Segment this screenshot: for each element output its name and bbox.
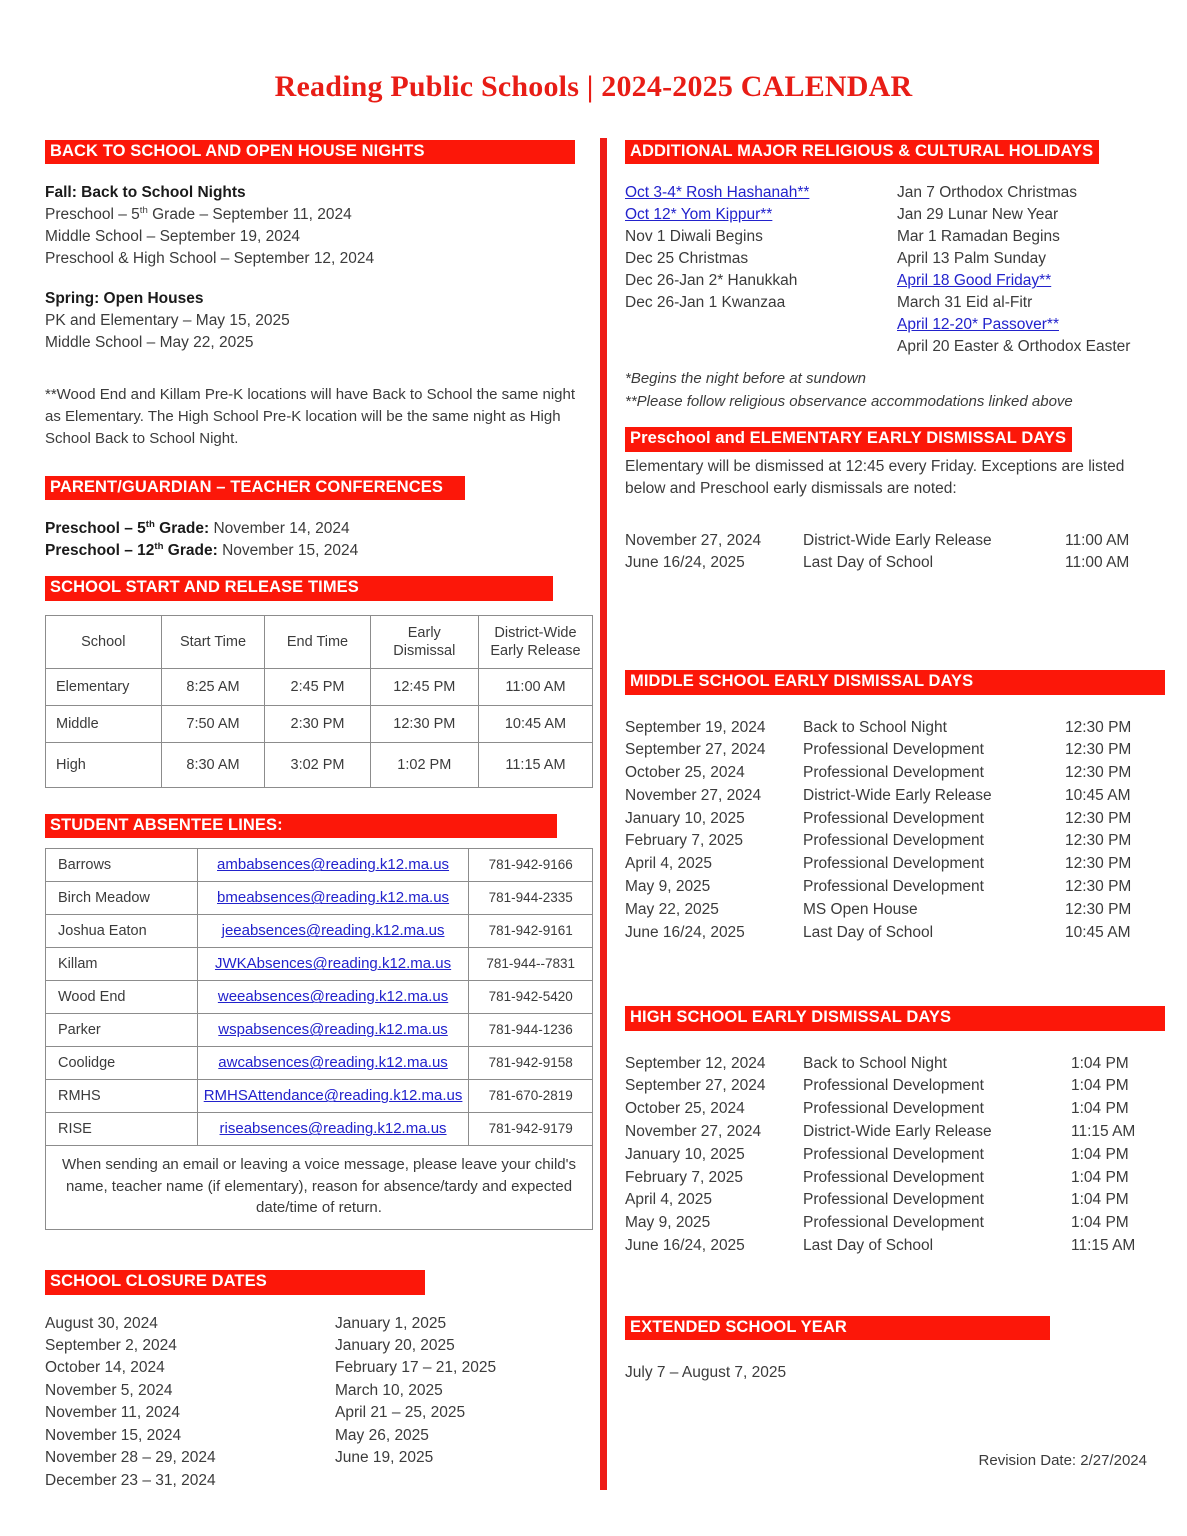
list-item: May 26, 2025 xyxy=(335,1426,429,1444)
dismissal-desc: Professional Development xyxy=(803,1214,984,1232)
cell-release: 11:15 AM xyxy=(478,742,592,787)
list-item xyxy=(625,1144,1165,1167)
dismissal-time: 11:15 AM xyxy=(1071,1122,1136,1140)
dismissal-time: 1:04 PM xyxy=(1071,1054,1129,1072)
dismissal-desc: District-Wide Early Release xyxy=(803,1122,992,1140)
cell-school: Birch Meadow xyxy=(46,881,198,914)
section-header-elementary-dismissal: Preschool and ELEMENTARY EARLY DISMISSAL DAYS xyxy=(625,427,1072,451)
absentee-email-link[interactable]: bmeabsences@reading.k12.ma.us xyxy=(217,889,450,907)
table-row xyxy=(46,1112,593,1145)
cell-phone: 781-942-9179 xyxy=(469,1112,593,1145)
cell-end: 2:45 PM xyxy=(265,668,370,705)
cell-school: Joshua Eaton xyxy=(46,914,198,947)
cell-school: Middle xyxy=(46,705,162,742)
list-item: Dec 25 Christmas xyxy=(625,250,749,268)
fall-label: Fall: Back to School Nights xyxy=(45,184,246,202)
list-item xyxy=(625,922,1165,945)
absentee-email-link[interactable]: ambabsences@reading.k12.ma.us xyxy=(217,856,450,874)
section-header-extended-year: EXTENDED SCHOOL YEAR xyxy=(625,1316,1050,1340)
cell-phone: 781-942-9158 xyxy=(469,1046,593,1079)
list-item xyxy=(625,876,1165,899)
list-item: September 2, 2024 xyxy=(45,1337,177,1354)
cell-phone: 781-942-9166 xyxy=(469,848,593,881)
list-item xyxy=(625,530,1165,553)
conference-row-2: Preschool – 12th Grade: November 15, 2024 xyxy=(45,541,359,560)
dismissal-date: October 25, 2024 xyxy=(625,1100,745,1118)
list-item: November 11, 2024 xyxy=(45,1404,180,1422)
list-item[interactable] xyxy=(625,182,897,204)
section-header-holidays: ADDITIONAL MAJOR RELIGIOUS & CULTURAL HOLIDAYS xyxy=(625,140,1099,164)
section-header-middle-dismissal: MIDDLE SCHOOL EARLY DISMISSAL DAYS xyxy=(625,670,1165,694)
absentee-email-link[interactable]: riseabsences@reading.k12.ma.us xyxy=(219,1120,447,1138)
cell-school: Parker xyxy=(46,1013,198,1046)
dismissal-desc: Back to School Night xyxy=(803,718,947,736)
list-item: Dec 26-Jan 2* Hanukkah xyxy=(625,272,798,290)
table-row xyxy=(46,742,593,787)
list-item xyxy=(625,899,1165,922)
cell-release: 10:45 AM xyxy=(478,705,592,742)
section-header-high-dismissal: HIGH SCHOOL EARLY DISMISSAL DAYS xyxy=(625,1006,1165,1030)
cell-email[interactable] xyxy=(197,980,469,1013)
cell-end: 2:30 PM xyxy=(265,705,370,742)
th-early-dismissal: Early Dismissal xyxy=(370,615,478,668)
cell-school: RISE xyxy=(46,1112,198,1145)
cell-phone: 781-942-5420 xyxy=(469,980,593,1013)
cell-end: 3:02 PM xyxy=(265,742,370,787)
dismissal-desc: Professional Development xyxy=(803,1145,984,1163)
dismissal-time: 1:04 PM xyxy=(1071,1077,1129,1095)
dismissal-time: 11:00 AM xyxy=(1065,554,1130,572)
cell-email[interactable] xyxy=(197,947,469,980)
start-release-times-table xyxy=(45,615,593,788)
holidays-footnote-1: *Begins the night before at sundown xyxy=(625,370,867,388)
list-item: January 1, 2025 xyxy=(335,1314,447,1332)
cell-email[interactable] xyxy=(197,1112,469,1145)
table-header-row xyxy=(46,615,593,668)
dismissal-date: November 27, 2024 xyxy=(625,531,762,549)
absentee-email-link[interactable]: weeabsences@reading.k12.ma.us xyxy=(217,988,449,1006)
absentee-email-link[interactable]: RMHSAttendance@reading.k12.ma.us xyxy=(203,1087,463,1105)
cell-phone: 781-944--7831 xyxy=(469,947,593,980)
back-to-school-body xyxy=(45,182,593,354)
dismissal-time: 1:04 PM xyxy=(1071,1191,1129,1209)
conferences-body xyxy=(45,518,593,562)
dismissal-date: May 9, 2025 xyxy=(625,1214,711,1232)
table-row xyxy=(46,1145,593,1229)
list-item: November 5, 2024 xyxy=(45,1381,173,1399)
cell-email[interactable] xyxy=(197,881,469,914)
list-item: February 17 – 21, 2025 xyxy=(335,1359,497,1377)
cell-start: 7:50 AM xyxy=(161,705,265,742)
section-header-conferences: PARENT/GUARDIAN – TEACHER CONFERENCES xyxy=(45,476,465,500)
dismissal-time: 1:04 PM xyxy=(1071,1214,1129,1232)
dismissal-date: September 12, 2024 xyxy=(625,1054,766,1072)
holidays-list xyxy=(625,182,1165,358)
list-item: Jan 29 Lunar New Year xyxy=(897,206,1059,224)
cell-school: Killam xyxy=(46,947,198,980)
column-divider xyxy=(600,138,607,1490)
cell-email[interactable] xyxy=(197,1079,469,1112)
dismissal-date: October 25, 2024 xyxy=(625,764,745,782)
section-header-absentee-lines: STUDENT ABSENTEE LINES: xyxy=(45,814,557,838)
section-header-start-release-times: SCHOOL START AND RELEASE TIMES xyxy=(45,576,553,600)
dismissal-date: January 10, 2025 xyxy=(625,809,745,827)
dismissal-time: 12:30 PM xyxy=(1065,877,1132,895)
fall-item-1: Preschool – 5th Grade – September 11, 2024 xyxy=(45,205,352,224)
dismissal-time: 12:30 PM xyxy=(1065,900,1132,918)
list-item xyxy=(625,1075,1165,1098)
table-row xyxy=(46,668,593,705)
dismissal-time: 12:30 PM xyxy=(1065,809,1132,827)
left-column xyxy=(45,140,593,1492)
th-end-time: End Time xyxy=(265,615,370,668)
dismissal-date: April 4, 2025 xyxy=(625,1191,713,1209)
absentee-lines-table xyxy=(45,848,593,1230)
cell-phone: 781-944-1236 xyxy=(469,1013,593,1046)
th-school: School xyxy=(46,615,162,668)
spring-item-2: Middle School – May 22, 2025 xyxy=(45,334,254,352)
cell-start: 8:30 AM xyxy=(161,742,265,787)
list-item: March 10, 2025 xyxy=(335,1381,443,1399)
dismissal-desc: Professional Development xyxy=(803,1168,984,1186)
dismissal-date: January 10, 2025 xyxy=(625,1145,745,1163)
table-row xyxy=(46,1046,593,1079)
dismissal-time: 12:30 PM xyxy=(1065,718,1132,736)
list-item: Jan 7 Orthodox Christmas xyxy=(897,184,1078,202)
holiday-link[interactable]: Oct 3-4* Rosh Hashanah** xyxy=(625,184,810,202)
right-column xyxy=(625,140,1165,1384)
list-item: November 15, 2024 xyxy=(45,1426,182,1444)
holidays-footnote-2: **Please follow religious observance accommodations linked above xyxy=(625,392,1073,410)
list-item xyxy=(625,1121,1165,1144)
dismissal-desc: Professional Development xyxy=(803,809,984,827)
section-header-back-to-school: BACK TO SCHOOL AND OPEN HOUSE NIGHTS xyxy=(45,140,575,164)
dismissal-date: September 27, 2024 xyxy=(625,1077,766,1095)
cell-school: Wood End xyxy=(46,980,198,1013)
cell-email[interactable] xyxy=(197,1046,469,1079)
cell-school: Barrows xyxy=(46,848,198,881)
list-item xyxy=(625,1212,1165,1235)
dismissal-time: 12:30 PM xyxy=(1065,764,1132,782)
table-row xyxy=(46,980,593,1013)
list-item xyxy=(625,830,1165,853)
cell-email[interactable] xyxy=(197,848,469,881)
list-item: March 31 Eid al-Fitr xyxy=(897,294,1033,312)
list-item: April 21 – 25, 2025 xyxy=(335,1404,466,1422)
list-item: December 23 – 31, 2024 xyxy=(45,1471,216,1489)
dismissal-date: September 19, 2024 xyxy=(625,718,766,736)
dismissal-desc: Last Day of School xyxy=(803,1236,934,1254)
section-header-closure-dates: SCHOOL CLOSURE DATES xyxy=(45,1270,425,1294)
cell-early: 1:02 PM xyxy=(370,742,478,787)
dismissal-date: May 22, 2025 xyxy=(625,900,719,918)
high-dismissal-list xyxy=(625,1053,1165,1258)
dismissal-time: 1:04 PM xyxy=(1071,1100,1129,1118)
table-row xyxy=(46,947,593,980)
list-item: January 20, 2025 xyxy=(335,1337,455,1354)
conference-row-1: Preschool – 5th Grade: November 14, 2024 xyxy=(45,519,350,538)
revision-date: Revision Date: 2/27/2024 xyxy=(978,1452,1147,1469)
dismissal-time: 11:15 AM xyxy=(1071,1236,1136,1254)
list-item xyxy=(625,1167,1165,1190)
dismissal-time: 1:04 PM xyxy=(1071,1145,1129,1163)
dismissal-desc: District-Wide Early Release xyxy=(803,786,992,804)
holiday-link[interactable]: April 12-20* Passover** xyxy=(897,316,1059,334)
list-item[interactable] xyxy=(897,314,1165,336)
dismissal-time: 11:00 AM xyxy=(1065,531,1130,549)
cell-early: 12:30 PM xyxy=(370,705,478,742)
dismissal-date: September 27, 2024 xyxy=(625,741,766,759)
list-item xyxy=(625,1098,1165,1121)
list-item: Dec 26-Jan 1 Kwanzaa xyxy=(625,294,786,312)
list-item: June 19, 2025 xyxy=(335,1449,434,1467)
dismissal-time: 12:30 PM xyxy=(1065,855,1132,873)
holiday-link[interactable]: Oct 12* Yom Kippur** xyxy=(625,206,773,224)
dismissal-time: 12:30 PM xyxy=(1065,741,1132,759)
th-start-time: Start Time xyxy=(161,615,265,668)
list-item xyxy=(625,1189,1165,1212)
list-item xyxy=(625,785,1165,808)
dismissal-date: June 16/24, 2025 xyxy=(625,1236,745,1254)
closure-column-1 xyxy=(45,1313,335,1493)
dismissal-desc: Last Day of School xyxy=(803,923,934,941)
cell-school: Coolidge xyxy=(46,1046,198,1079)
spring-label: Spring: Open Houses xyxy=(45,290,204,308)
table-row xyxy=(46,705,593,742)
th-district-early-release: District-Wide Early Release xyxy=(478,615,592,668)
dismissal-desc: Professional Development xyxy=(803,741,984,759)
dismissal-desc: Professional Development xyxy=(803,877,984,895)
cell-school: RMHS xyxy=(46,1079,198,1112)
list-item xyxy=(625,552,1165,575)
closure-dates-list xyxy=(45,1313,593,1493)
cell-school: Elementary xyxy=(46,668,162,705)
dismissal-date: November 27, 2024 xyxy=(625,786,762,804)
dismissal-date: November 27, 2024 xyxy=(625,1122,762,1140)
fall-item-3: Preschool & High School – September 12, 2024 xyxy=(45,250,375,268)
dismissal-desc: Professional Development xyxy=(803,832,984,850)
page-title: Reading Public Schools | 2024-2025 CALENDAR xyxy=(274,70,913,103)
cell-release: 11:00 AM xyxy=(478,668,592,705)
list-item xyxy=(625,1235,1165,1258)
fall-item-2: Middle School – September 19, 2024 xyxy=(45,228,301,246)
dismissal-date: June 16/24, 2025 xyxy=(625,554,745,572)
cell-start: 8:25 AM xyxy=(161,668,265,705)
dismissal-desc: Professional Development xyxy=(803,1191,984,1209)
dismissal-date: May 9, 2025 xyxy=(625,877,711,895)
middle-dismissal-list xyxy=(625,717,1165,945)
list-item: April 20 Easter & Orthodox Easter xyxy=(897,338,1131,356)
list-item[interactable] xyxy=(625,204,897,226)
list-item xyxy=(625,853,1165,876)
cell-early: 12:45 PM xyxy=(370,668,478,705)
dismissal-time: 1:04 PM xyxy=(1071,1168,1129,1186)
dismissal-time: 12:30 PM xyxy=(1065,832,1132,850)
dismissal-desc: Back to School Night xyxy=(803,1054,947,1072)
dismissal-time: 10:45 AM xyxy=(1065,923,1131,941)
table-row xyxy=(46,848,593,881)
dismissal-desc: Professional Development xyxy=(803,1100,984,1118)
holiday-link[interactable]: April 18 Good Friday** xyxy=(897,272,1052,290)
cell-phone: 781-944-2335 xyxy=(469,881,593,914)
dismissal-desc: Professional Development xyxy=(803,1077,984,1095)
elementary-dismissal-intro: Elementary will be dismissed at 12:45 every Friday. Exceptions are listed below and Preschool early dismissals are noted: xyxy=(625,457,1125,497)
cell-email[interactable] xyxy=(197,914,469,947)
cell-email[interactable] xyxy=(197,1013,469,1046)
list-item[interactable] xyxy=(897,270,1165,292)
list-item: August 30, 2024 xyxy=(45,1314,158,1332)
list-item xyxy=(625,717,1165,740)
cell-school: High xyxy=(46,742,162,787)
absentee-email-link[interactable]: awcabsences@reading.k12.ma.us xyxy=(218,1054,448,1072)
holidays-column-2 xyxy=(897,182,1165,358)
absentee-email-link[interactable]: wspabsences@reading.k12.ma.us xyxy=(218,1021,448,1039)
dismissal-date: February 7, 2025 xyxy=(625,832,744,850)
table-row xyxy=(46,1013,593,1046)
dismissal-date: June 16/24, 2025 xyxy=(625,923,745,941)
absentee-instructions: When sending an email or leaving a voice message, please leave your child's name, teacher name (if elementary), reason for absence/tardy and expected date/time of return. xyxy=(46,1145,593,1229)
list-item: October 14, 2024 xyxy=(45,1359,165,1377)
cell-phone: 781-942-9161 xyxy=(469,914,593,947)
holidays-column-1 xyxy=(625,182,897,358)
list-item: Nov 1 Diwali Begins xyxy=(625,228,763,246)
absentee-email-link[interactable]: JWKAbsences@reading.k12.ma.us xyxy=(214,955,452,973)
list-item xyxy=(625,808,1165,831)
table-row xyxy=(46,1079,593,1112)
dismissal-desc: Last Day of School xyxy=(803,554,934,572)
spring-item-1: PK and Elementary – May 15, 2025 xyxy=(45,312,290,330)
list-item: November 28 – 29, 2024 xyxy=(45,1449,216,1467)
closure-column-2 xyxy=(335,1313,585,1493)
back-to-school-note: **Wood End and Killam Pre-K locations will have Back to School the same night as Elementary. The High School Pre-K location will be the same night as High School Back to School Night. xyxy=(45,386,576,447)
dismissal-time: 10:45 AM xyxy=(1065,786,1131,804)
absentee-email-link[interactable]: jeeabsences@reading.k12.ma.us xyxy=(221,922,445,940)
dismissal-desc: MS Open House xyxy=(803,900,918,918)
list-item: Mar 1 Ramadan Begins xyxy=(897,228,1060,246)
list-item xyxy=(625,762,1165,785)
dismissal-desc: Professional Development xyxy=(803,855,984,873)
list-item xyxy=(625,739,1165,762)
dismissal-date: February 7, 2025 xyxy=(625,1168,744,1186)
cell-phone: 781-670-2819 xyxy=(469,1079,593,1112)
dismissal-date: April 4, 2025 xyxy=(625,855,713,873)
table-row xyxy=(46,881,593,914)
dismissal-desc: Professional Development xyxy=(803,764,984,782)
extended-year-value: July 7 – August 7, 2025 xyxy=(625,1363,787,1381)
list-item: April 13 Palm Sunday xyxy=(897,250,1047,268)
list-item xyxy=(625,1053,1165,1076)
elementary-dismissal-list xyxy=(625,530,1165,576)
table-row xyxy=(46,914,593,947)
dismissal-desc: District-Wide Early Release xyxy=(803,531,992,549)
